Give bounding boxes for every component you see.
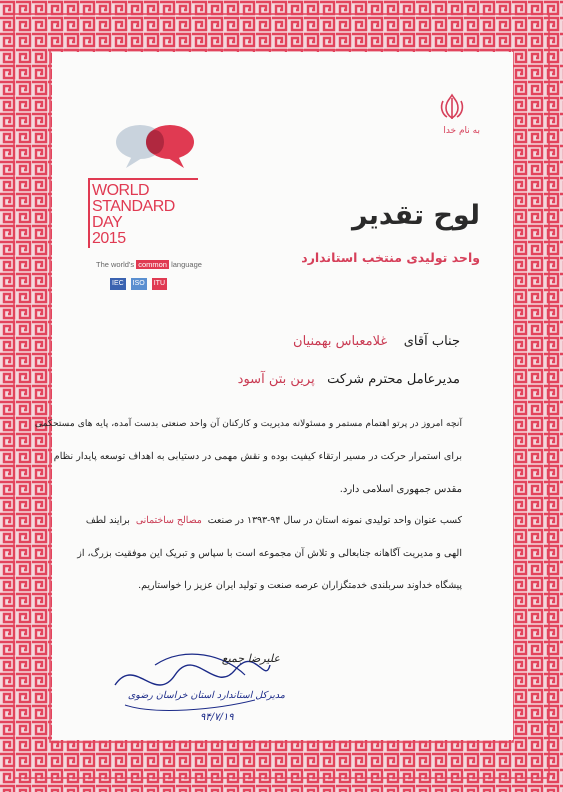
iran-emblem-icon xyxy=(437,92,467,122)
p2-line1-start: کسب عنوان واحد تولیدی نمونه استان در سال ۹۴-۱۳۹۳ در صنعت xyxy=(207,515,462,526)
company-name: پرین بتن آسود xyxy=(237,372,315,387)
standards-org-logos xyxy=(110,278,167,290)
itu-logo: ITU xyxy=(152,278,167,290)
certificate-subtitle: واحد تولیدی منتخب استاندارد xyxy=(301,250,480,265)
p2-line1-end: برایند لطف xyxy=(85,515,130,526)
tagline-start: The world's xyxy=(96,260,135,269)
logo-text-year: 2015 xyxy=(92,230,126,247)
certificate-title: لوح تقدیر xyxy=(351,200,480,231)
basmala-text: به نام خدا xyxy=(443,126,480,136)
recipient-name: غلامعباس بهمنیان xyxy=(293,334,388,349)
signature-date: ۹۴/۷/۱۹ xyxy=(200,712,234,723)
signatory-title: مدیرکل استاندارد استان خراسان رضوی xyxy=(127,690,285,701)
position-prefix: مدیرعامل محترم شرکت xyxy=(327,372,460,387)
body-paragraph-1-line-1: آنچه امروز در پرتو اهتمام مستمر و مسئولانه مدیریت و کارکنان آن واحد صنعتی بدست آمده، پایه های مستحکمی xyxy=(34,418,462,429)
speech-bubbles-logo-icon xyxy=(110,118,200,174)
recipient-line xyxy=(180,334,460,349)
body-paragraph-2-line-1 xyxy=(82,515,462,526)
tagline-end: language xyxy=(171,260,202,269)
logo-tagline xyxy=(96,260,202,269)
iec-logo: IEC xyxy=(110,278,126,290)
salutation: جناب آقای xyxy=(403,334,460,349)
signatory-name: علیرضا جمیع xyxy=(221,652,280,665)
body-paragraph-2-line-3: پیشگاه خداوند سربلندی خدمتگزاران عرصه صنعت و تولید ایران عزیز را خواستاریم. xyxy=(138,580,462,591)
tagline-highlight: common xyxy=(138,260,167,269)
iso-logo: ISO xyxy=(131,278,147,290)
body-paragraph-1-line-3: مقدس جمهوری اسلامی دارد. xyxy=(339,484,462,495)
logo-text-world: WORLD xyxy=(92,182,150,199)
logo-text-day: DAY xyxy=(92,214,123,231)
body-paragraph-2-line-2: الهی و مدیریت آگاهانه جنابعالی و تلاش آن مجموعه است با سپاس و تبریک این موفقیت بزرگ، از xyxy=(77,548,462,559)
body-paragraph-1-line-2: برای استمرار حرکت در مسیر ارتقاء کیفیت بوده و نقش مهمی در دستیابی به اهداف توسعه پایدار نظام xyxy=(53,451,462,462)
position-line xyxy=(180,372,460,387)
logo-text-standard: STANDARD xyxy=(92,198,175,215)
industry-field: مصالح ساختمانی xyxy=(135,515,202,526)
